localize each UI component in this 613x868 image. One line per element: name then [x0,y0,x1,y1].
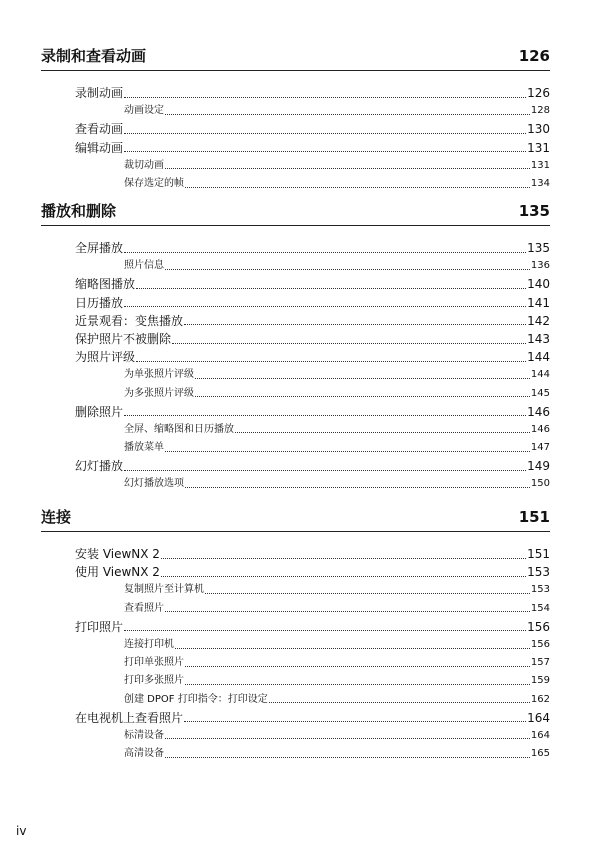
dot-leader [184,721,526,722]
section-heading[interactable] [41,201,550,226]
dot-leader [161,576,526,577]
dot-leader [185,666,530,667]
entry-page-number: 140 [527,277,550,292]
dot-leader [195,396,530,397]
entry-list [41,84,550,193]
toc-entry[interactable] [75,239,550,257]
dot-leader [235,432,530,433]
dot-leader [124,97,526,98]
entry-page-number: 143 [527,331,550,346]
toc-entry[interactable] [75,563,550,581]
entry-title: 打印单张照片 [124,657,184,669]
entry-title: 在电视机上查看照片 [75,710,184,725]
entry-title: 为单张照片评级 [124,369,194,381]
toc-subentry[interactable] [124,654,550,672]
toc-entry[interactable] [75,545,550,563]
entry-title: 保存选定的帧 [124,177,184,189]
entry-title: 全屏播放 [75,241,124,255]
entry-page-number: 164 [527,710,550,725]
entry-page-number: 141 [527,295,550,310]
dot-leader [185,684,530,685]
dot-leader [124,470,526,471]
toc-subentry[interactable] [124,257,550,275]
dot-leader [184,324,526,325]
entry-page-number: 145 [530,387,550,399]
entry-title: 日历播放 [75,295,124,310]
section-page-number: 151 [518,508,550,526]
toc-entry[interactable] [75,403,550,421]
toc-entry[interactable] [75,139,550,157]
section-heading[interactable] [41,46,550,71]
toc-subentry[interactable] [124,175,550,193]
toc-entry[interactable] [75,330,550,348]
entry-page-number: 153 [530,584,550,596]
dot-leader [136,288,526,289]
entry-title: 为照片评级 [75,350,136,365]
entry-page-number: 150 [530,478,550,490]
toc-subentry[interactable] [124,691,550,709]
dot-leader [185,187,530,188]
dot-leader [124,252,526,253]
entry-title: 打印照片 [75,619,124,634]
entry-title: 复制照片至计算机 [124,584,204,596]
entry-page-number: 147 [530,442,550,454]
entry-page-number: 131 [527,140,550,155]
toc-entry[interactable] [75,348,550,366]
entry-title: 动画设定 [124,105,164,117]
toc-subentry[interactable] [124,636,550,654]
dot-leader [165,451,530,452]
entry-title: 幻灯播放 [75,459,124,474]
toc-subentry[interactable] [124,439,550,457]
entry-page-number: 165 [530,748,550,760]
toc-entry[interactable] [75,618,550,636]
entry-page-number: 162 [530,693,550,705]
entry-title: 连接打印机 [124,638,174,650]
entry-list [41,239,550,494]
toc-subentry[interactable] [124,366,550,384]
entry-title: 编辑动画 [75,140,124,155]
entry-title: 删除照片 [75,404,124,419]
entry-title: 打印多张照片 [124,675,184,687]
toc-section [41,507,550,763]
dot-leader [165,269,530,270]
entry-title: 查看照片 [124,602,164,614]
entry-page-number: 153 [527,565,550,580]
toc-entry[interactable] [75,84,550,102]
toc-subentry[interactable] [124,600,550,618]
entry-title: 标清设备 [124,729,164,741]
entry-page-number: 136 [530,260,550,272]
entry-title: 查看动画 [75,122,124,137]
section-heading[interactable] [41,507,550,532]
dot-leader [165,738,530,739]
dot-leader [185,487,530,488]
entry-page-number: 157 [530,657,550,669]
entry-page-number: 131 [530,159,550,171]
toc-subentry[interactable] [124,157,550,175]
toc-entry[interactable] [75,457,550,475]
toc-entry[interactable] [75,709,550,727]
entry-page-number: 156 [527,619,550,634]
entry-page-number: 159 [530,675,550,687]
entry-page-number: 164 [530,729,550,741]
entry-page-number: 142 [527,313,550,328]
entry-page-number: 151 [527,547,550,561]
entry-page-number: 144 [530,369,550,381]
dot-leader [124,151,526,152]
entry-title: 近景观看：变焦播放 [75,313,184,328]
dot-leader [175,648,530,649]
entry-page-number: 135 [527,241,550,255]
entry-title: 使用 ViewNX 2 [75,565,160,580]
entry-title: 幻灯播放选项 [124,478,184,490]
section-title: 播放和删除 [41,202,117,220]
toc-subentry[interactable] [124,727,550,745]
entry-title: 保护照片不被删除 [75,331,172,346]
toc-entry[interactable] [75,294,550,312]
toc-entry[interactable] [75,120,550,138]
toc-entry[interactable] [75,275,550,293]
entry-title: 裁切动画 [124,159,164,171]
dot-leader [124,415,526,416]
section-page-number: 135 [518,202,550,220]
entry-page-number: 156 [530,638,550,650]
entry-title: 播放菜单 [124,442,164,454]
entry-page-number: 146 [530,423,550,435]
dot-leader [124,306,526,307]
entry-page-number: 154 [530,602,550,614]
entry-title: 高清设备 [124,748,164,760]
entry-list [41,545,550,763]
page-number: iv [16,824,27,838]
dot-leader [136,361,526,362]
dot-leader [124,630,526,631]
dot-leader [165,611,530,612]
toc-entry[interactable] [75,312,550,330]
toc-section [41,46,550,193]
entry-page-number: 149 [527,459,550,474]
dot-leader [124,133,526,134]
entry-title: 缩略图播放 [75,277,136,292]
toc-subentry[interactable] [124,672,550,690]
dot-leader [195,378,530,379]
dot-leader [269,702,530,703]
entry-title: 创建 DPOF 打印指令：打印设定 [124,693,268,705]
dot-leader [165,757,530,758]
toc-subentry[interactable] [124,581,550,599]
toc-subentry[interactable] [124,421,550,439]
section-title: 连接 [41,508,72,526]
entry-page-number: 146 [527,404,550,419]
dot-leader [161,558,526,559]
toc-subentry[interactable] [124,385,550,403]
dot-leader [205,593,530,594]
entry-title: 为多张照片评级 [124,387,194,399]
toc-subentry[interactable] [124,745,550,763]
toc-subentry[interactable] [124,102,550,120]
toc-subentry[interactable] [124,475,550,493]
entry-page-number: 130 [527,122,550,137]
entry-title: 照片信息 [124,260,164,272]
entry-page-number: 144 [527,350,550,365]
entry-page-number: 134 [530,177,550,189]
entry-title: 录制动画 [75,86,124,100]
toc-section [41,201,550,494]
entry-page-number: 128 [530,105,550,117]
section-page-number: 126 [518,47,550,65]
dot-leader [165,114,530,115]
section-title: 录制和查看动画 [41,47,147,65]
dot-leader [172,343,526,344]
entry-title: 安装 ViewNX 2 [75,547,160,561]
entry-title: 全屏、缩略图和日历播放 [124,423,234,435]
entry-page-number: 126 [527,86,550,100]
dot-leader [165,168,530,169]
